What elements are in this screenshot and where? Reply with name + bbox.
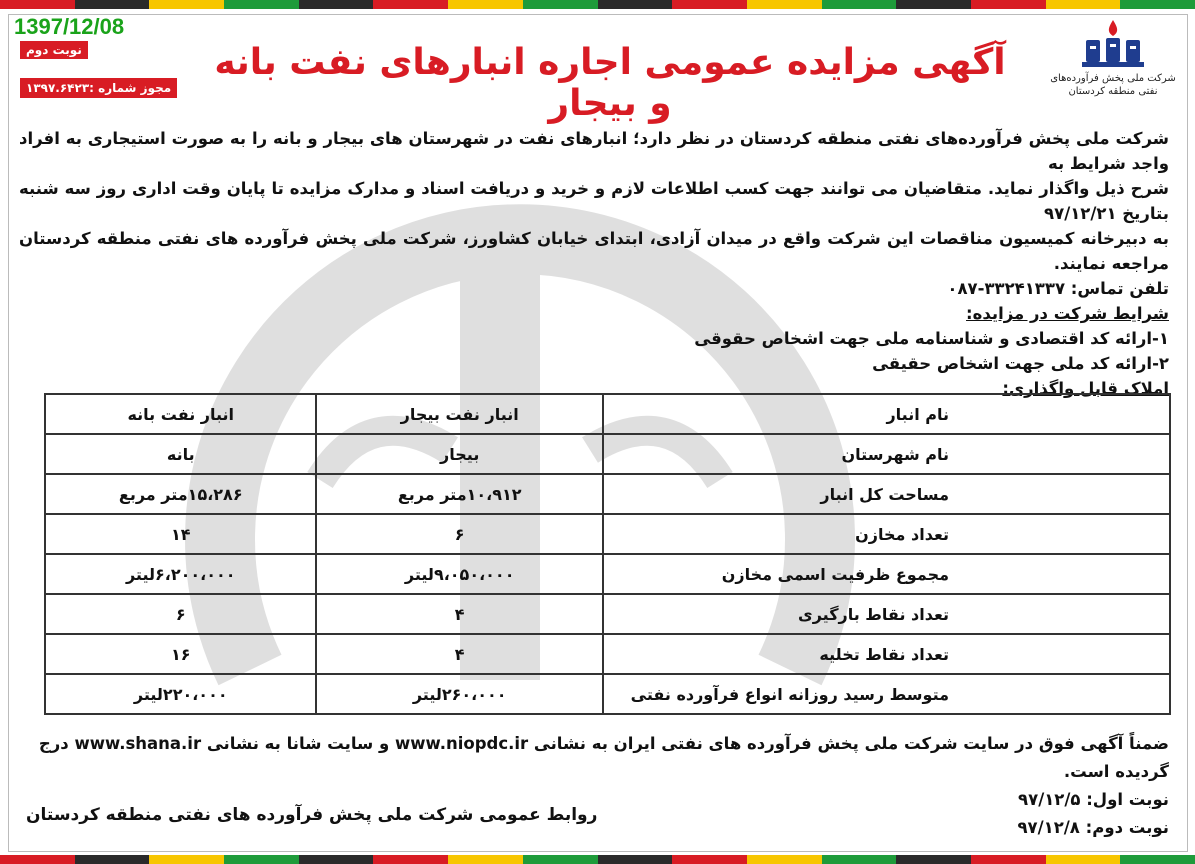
round-badge: نوبت دوم [20, 41, 88, 59]
top-color-stripe [0, 0, 1195, 9]
table-cell: بانه [45, 434, 316, 474]
table-row [45, 474, 1170, 514]
date-stamp: 1397/12/08 [14, 14, 125, 39]
bottom-color-stripe [0, 855, 1195, 864]
stripe-segment [598, 0, 673, 9]
stripe-segment [149, 0, 224, 9]
row-label-cell: متوسط رسید روزانه انواع فرآورده نفتی [603, 674, 1170, 714]
table-cell: ۲۲۰،۰۰۰لیتر [45, 674, 316, 714]
table-cell: ۲۶۰،۰۰۰لیتر [316, 674, 602, 714]
table-cell: انبار نفت بانه [45, 394, 316, 434]
stripe-segment [1120, 855, 1195, 864]
stripe-segment [299, 855, 374, 864]
stripe-segment [523, 855, 598, 864]
logo-caption [1049, 72, 1177, 98]
stripe-segment [672, 0, 747, 9]
row-label-cell: تعداد مخازن [603, 514, 1170, 554]
table-cell: ۱۵،۲۸۶متر مربع [45, 474, 316, 514]
table-cell: بیجار [316, 434, 602, 474]
table-cell: ۶ [316, 514, 602, 554]
stripe-segment [224, 855, 299, 864]
row-label-cell: نام شهرستان [603, 434, 1170, 474]
properties-table-container [44, 393, 1171, 715]
stripe-segment [822, 0, 897, 9]
stripe-segment [747, 855, 822, 864]
table-cell: انبار نفت بیجار [316, 394, 602, 434]
table-row [45, 554, 1170, 594]
properties-table [44, 393, 1171, 715]
stripe-segment [523, 0, 598, 9]
stripe-segment [224, 0, 299, 9]
row-label-cell: تعداد نقاط تخلیه [603, 634, 1170, 674]
stripe-segment [1046, 0, 1121, 9]
table-cell: ۱۶ [45, 634, 316, 674]
conditions-title: شرایط شرکت در مزایده: [966, 304, 1169, 323]
table-cell: ۱۰،۹۱۲متر مربع [316, 474, 602, 514]
row-label-cell: تعداد نقاط بارگیری [603, 594, 1170, 634]
logo-caption-line1: شرکت ملی پخش فرآورده‌های [1050, 73, 1176, 84]
announcement-body [19, 126, 1169, 401]
table-cell: ۶ [45, 594, 316, 634]
condition-item-2: ۲-ارائه کد ملی جهت اشخاص حقیقی [872, 354, 1169, 373]
stripe-segment [598, 855, 673, 864]
stripe-segment [747, 0, 822, 9]
logo-caption-line2: نفتی منطقه کردستان [1068, 86, 1158, 97]
table-cell: ۹،۰۵۰،۰۰۰لیتر [316, 554, 602, 594]
stripe-segment [448, 855, 523, 864]
stripe-segment [75, 0, 150, 9]
company-logo [1049, 18, 1177, 98]
table-row [45, 594, 1170, 634]
phone-line: تلفن تماس: ۳۳۲۴۱۳۳۷-۰۸۷ [947, 279, 1169, 298]
table-cell: ۴ [316, 594, 602, 634]
row-label-cell: نام انبار [603, 394, 1170, 434]
stripe-segment [373, 0, 448, 9]
row-label-cell: مجموع ظرفیت اسمی مخازن [603, 554, 1170, 594]
second-round-date: نوبت دوم: ۹۷/۱۲/۸ [1017, 818, 1169, 837]
table-row [45, 434, 1170, 474]
permit-number-badge: مجوز شماره :۱۳۹۷.۶۴۲۳ [20, 78, 177, 98]
stripe-segment [896, 855, 971, 864]
properties-title: املاک قابل واگذاری: [1002, 379, 1169, 398]
intro-line-3: به دبیرخانه کمیسیون مناقصات این شرکت واقع در میدان آزادی، ابتدای خیابان کشاورز، شرکت ملی پخش فرآورده های نفتی منطقه کردستان مراجعه نمایند. [19, 229, 1169, 273]
publication-note: ضمناً آگهی فوق در سایت شرکت ملی پخش فرآورده های نفتی ایران به نشانی www.niopdc.ir و سایت شانا به نشانی www.shana.ir درج گردیده است. [38, 734, 1169, 781]
stripe-segment [299, 0, 374, 9]
row-label-cell: مساحت کل انبار [603, 474, 1170, 514]
stripe-segment [0, 855, 75, 864]
stripe-segment [1120, 0, 1195, 9]
table-cell: ۱۴ [45, 514, 316, 554]
table-cell: ۴ [316, 634, 602, 674]
condition-item-1: ۱-ارائه کد اقتصادی و شناسنامه ملی جهت اشخاص حقوقی [694, 329, 1169, 348]
stripe-segment [1046, 855, 1121, 864]
oil-tanks-icon [1078, 18, 1148, 70]
intro-line-1: شرکت ملی پخش فرآورده‌های نفتی منطقه کردستان در نظر دارد؛ انبارهای نفت در شهرستان های بیجار و بانه را به صورت استیجاری به افراد واجد شرایط به [19, 129, 1169, 173]
table-row [45, 634, 1170, 674]
table-row [45, 394, 1170, 434]
signature: روابط عمومی شرکت ملی پخش فرآورده های نفتی منطقه کردستان [26, 805, 598, 825]
intro-line-2: شرح ذیل واگذار نماید. متقاضیان می توانند جهت کسب اطلاعات لازم و خرید و دریافت اسناد و مدارک مزایده تا پایان وقت اداری روز سه شنبه بتاریخ ۹۷/۱۲/۲۱ [19, 179, 1169, 223]
stripe-segment [448, 0, 523, 9]
stripe-segment [672, 855, 747, 864]
stripe-segment [896, 0, 971, 9]
headline: آگهی مزایده عمومی اجاره انبارهای نفت بانه و بیجار [214, 42, 1006, 124]
footer [19, 730, 1169, 842]
stripe-segment [149, 855, 224, 864]
first-round-date: نوبت اول: ۹۷/۱۲/۵ [1018, 790, 1169, 809]
stripe-segment [0, 0, 75, 9]
table-row [45, 514, 1170, 554]
stripe-segment [971, 0, 1046, 9]
table-cell: ۶،۲۰۰،۰۰۰لیتر [45, 554, 316, 594]
table-row [45, 674, 1170, 714]
stripe-segment [971, 855, 1046, 864]
stripe-segment [373, 855, 448, 864]
stripe-segment [822, 855, 897, 864]
stripe-segment [75, 855, 150, 864]
